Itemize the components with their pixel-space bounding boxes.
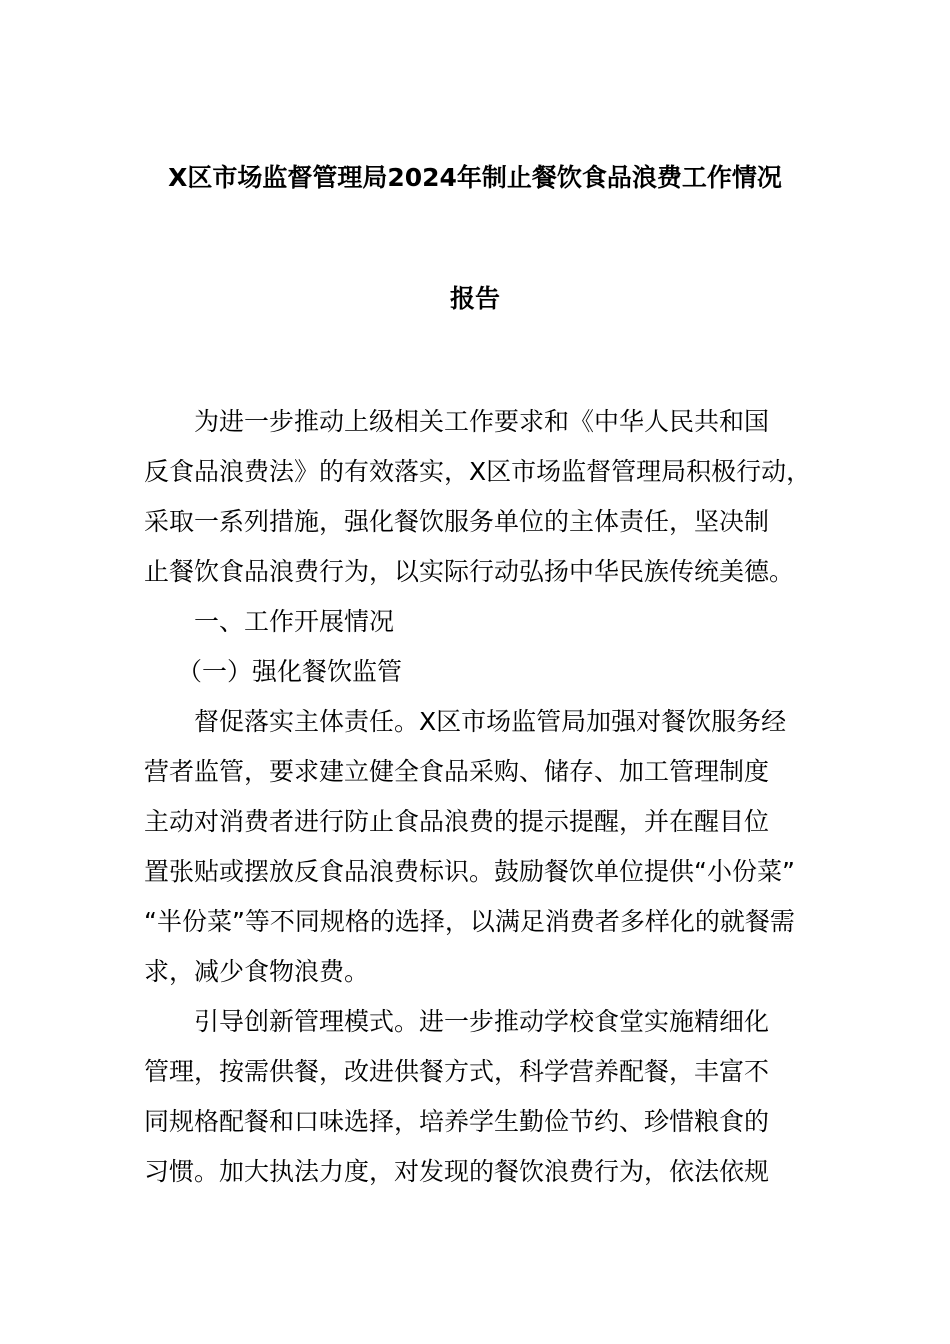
body-text-line: 管理，按需供餐，改进供餐方式，科学营养配餐，丰富不 xyxy=(144,1057,770,1086)
document-title-line-2: 报告 xyxy=(449,284,500,313)
body-text-line: 营者监管，要求建立健全食品采购、储存、加工管理制度 xyxy=(144,757,770,786)
body-text-line: 同规格配餐和口味选择，培养学生勤俭节约、珍惜粮食的 xyxy=(144,1107,770,1136)
body-text-line: 督促落实主体责任。X区市场监管局加强对餐饮服务经 xyxy=(144,707,787,736)
body-text-line: 为进一步推动上级相关工作要求和《中华人民共和国 xyxy=(144,407,770,436)
body-text-line: 止餐饮食品浪费行为，以实际行动弘扬中华民族传统美德。 xyxy=(144,557,795,586)
section-heading: 一、工作开展情况 xyxy=(144,607,395,636)
body-text-line: 置张贴或摆放反食品浪费标识。鼓励餐饮单位提供“小份菜” xyxy=(144,857,795,886)
document-title-line-1: X区市场监督管理局2024年制止餐饮食品浪费工作情况 xyxy=(168,163,782,192)
body-text-line: 求，减少食物浪费。 xyxy=(144,957,370,986)
subsection-heading: （一）强化餐饮监管 xyxy=(144,657,402,686)
body-text-line: 习惯。加大执法力度，对发现的餐饮浪费行为，依法依规 xyxy=(144,1157,770,1186)
body-text-line: “半份菜”等不同规格的选择，以满足消费者多样化的就餐需 xyxy=(144,907,795,936)
body-text-line: 采取一系列措施，强化餐饮服务单位的主体责任，坚决制 xyxy=(144,507,770,536)
body-text-line: 主动对消费者进行防止食品浪费的提示提醒，并在醒目位 xyxy=(144,807,770,836)
body-text-line: 反食品浪费法》的有效落实，X区市场监督管理局积极行动， xyxy=(144,457,812,486)
body-text-line: 引导创新管理模式。进一步推动学校食堂实施精细化 xyxy=(144,1007,770,1036)
